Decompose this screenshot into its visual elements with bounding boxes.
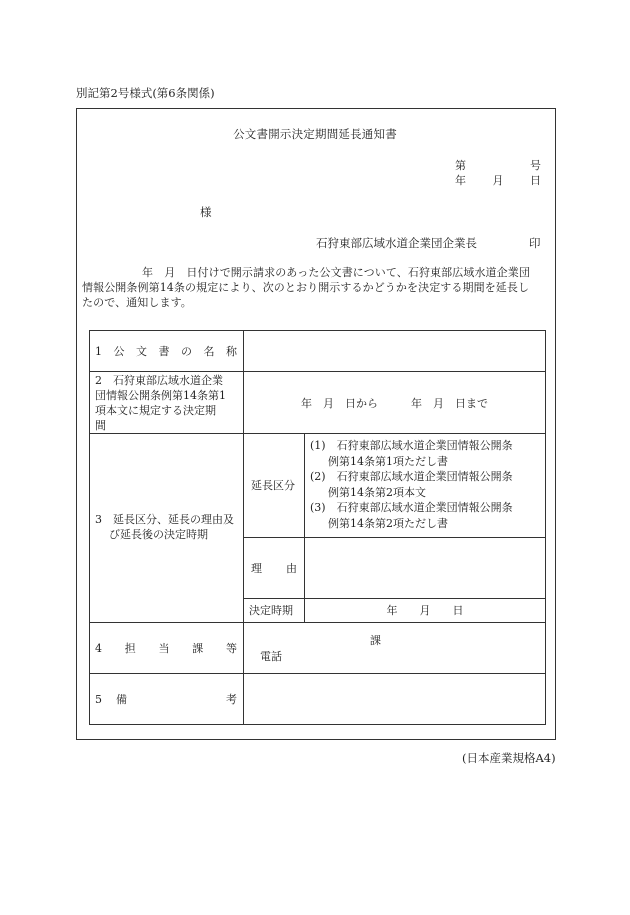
document-title: 公文書開示決定期間延長通知書	[233, 127, 397, 141]
option-3-cont: 例第14条第2項ただし書	[328, 516, 448, 530]
row4-char: 等	[226, 642, 237, 655]
row4-ka: 課	[370, 634, 381, 647]
row1-char: 名	[203, 345, 215, 358]
issue-date-line	[455, 172, 541, 188]
row1-char: 称	[226, 345, 237, 358]
row2-line: 項本文に規定する決定期	[95, 404, 216, 417]
seal-label: 印	[529, 236, 541, 250]
row2-line: 2 石狩東部広域水道企業	[95, 374, 223, 387]
row2-line: 間	[95, 419, 106, 432]
reference-number-line	[455, 157, 541, 173]
row2-line: 団情報公開条例第14条第1	[95, 389, 226, 402]
date-nen: 年	[455, 174, 466, 187]
ref-go: 号	[530, 159, 541, 172]
row2-label	[95, 373, 240, 433]
extension-category-options	[310, 438, 542, 531]
option-2: (2) 石狩東部広域水道企業団情報公開条	[310, 470, 513, 483]
option-1-cont: 例第14条第1項ただし書	[328, 454, 448, 468]
date-tsuki: 月	[492, 174, 504, 187]
row1-char: 文	[136, 345, 147, 358]
standard-note: (日本産業規格A4)	[462, 751, 556, 765]
row1-number: 1	[95, 345, 102, 358]
row1-label	[95, 344, 237, 359]
body-line-1: 年 月 日付けで開示請求のあった公文書について、石狩東部広域水道企業団	[142, 266, 530, 279]
row1-char: 公	[113, 345, 125, 358]
row4-char: 担	[124, 642, 136, 655]
row5-char: 備	[116, 693, 127, 706]
row3-line: び延長後の決定時期	[109, 528, 208, 541]
reason-char: 理	[251, 562, 262, 575]
row3-line: 3 延長区分、延長の理由及	[95, 513, 234, 526]
reason-char: 由	[286, 562, 297, 575]
decision-time-value: 年 月 日	[386, 604, 464, 617]
option-3: (3) 石狩東部広域水道企業団情報公開条	[310, 501, 513, 514]
body-line-2: 情報公開条例第14条の規定により、次のとおり開示するかどうかを決定する期間を延長し	[82, 281, 530, 294]
row5-char: 考	[226, 693, 237, 706]
option-2-cont: 例第14条第2項本文	[328, 485, 426, 499]
row4-denwa: 電話	[260, 650, 282, 663]
extension-category-label: 延長区分	[251, 479, 295, 492]
row5-number: 5	[95, 693, 102, 706]
form-caption: 別記第2号様式(第6条関係)	[76, 86, 215, 100]
addressee-suffix: 様	[200, 205, 212, 219]
reason-label	[251, 561, 297, 576]
row4-number: 4	[95, 642, 102, 655]
sender-name: 石狩東部広域水道企業団企業長	[316, 236, 477, 250]
row4-char: 当	[158, 642, 170, 655]
row3-label	[95, 512, 243, 542]
row4-label	[95, 641, 237, 656]
row5-left	[95, 692, 127, 707]
option-1: (1) 石狩東部広域水道企業団情報公開条	[310, 439, 513, 452]
ref-dai: 第	[455, 159, 466, 172]
row5-label	[95, 692, 237, 707]
body-line-3: たので、通知します。	[82, 296, 192, 309]
row4-char: 課	[192, 642, 204, 655]
row2-period-value: 年 月 日から 年 月 日まで	[301, 397, 488, 410]
row1-char: 書	[158, 345, 170, 358]
date-hi: 日	[530, 174, 541, 187]
notice-body	[82, 265, 552, 310]
row1-char: の	[181, 345, 192, 358]
decision-time-label: 決定時期	[249, 604, 293, 617]
